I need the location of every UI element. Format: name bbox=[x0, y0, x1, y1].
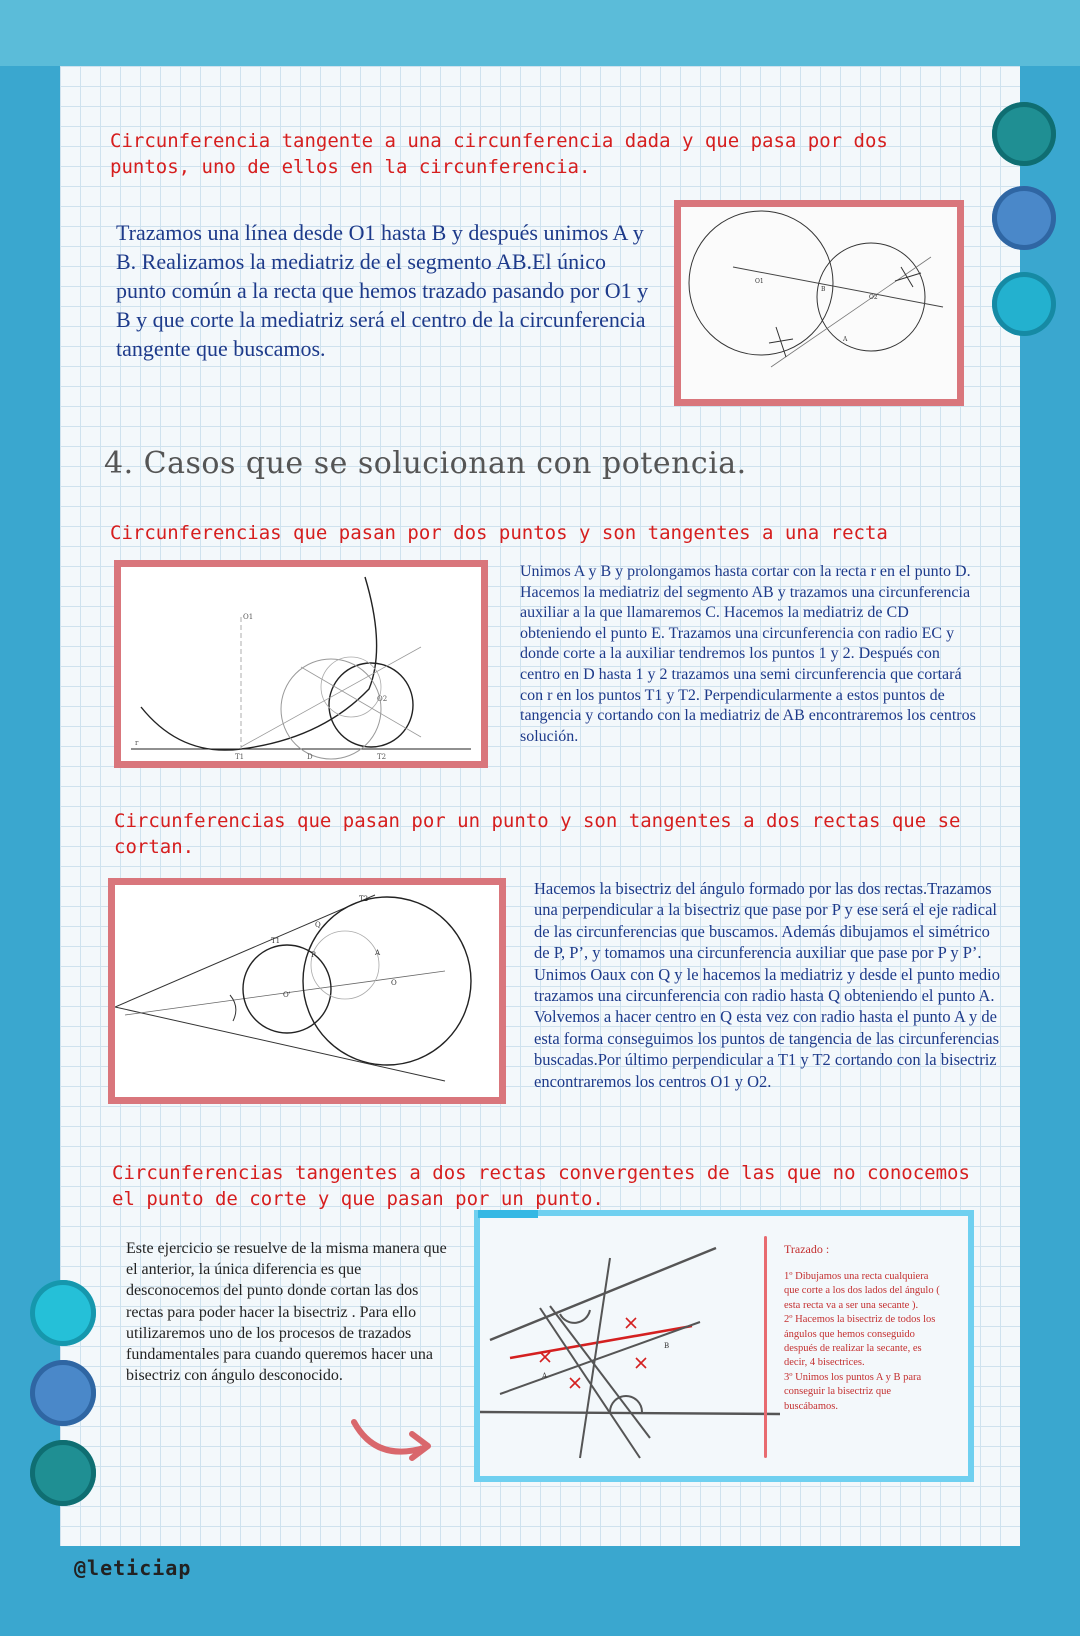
fig2-label-t2: T2 bbox=[377, 753, 387, 761]
fig1-label-a: A bbox=[843, 336, 848, 343]
section2-title: Circunferencias que pasan por dos puntos y son tangentes a una recta bbox=[110, 522, 888, 544]
fig3-label-a: A bbox=[375, 949, 381, 957]
fig2-label-o1: O1 bbox=[243, 613, 254, 621]
figure-2-frame bbox=[114, 560, 488, 768]
fig4-label-b: B bbox=[664, 1342, 670, 1350]
fig3-label-t2: T2 bbox=[359, 895, 369, 903]
section4-title: Circunferencias tangentes a dos rectas convergentes de las que no conocemos el punto de corte y que pasan por un punto. bbox=[112, 1162, 970, 1210]
fig3-label-o-prime: O' bbox=[283, 991, 291, 999]
section1-title: Circunferencia tangente a una circunferencia dada y que pasa por dos puntos, uno de ellos en la circunferencia. bbox=[110, 130, 888, 178]
fig3-label-p: P bbox=[311, 951, 316, 959]
tab-circle-cyan-left[interactable] bbox=[30, 1280, 96, 1346]
tab-circle-teal-left[interactable] bbox=[30, 1440, 96, 1506]
fig3-label-q: Q bbox=[315, 921, 321, 929]
section-heading: 4. Casos que se solucionan con potencia. bbox=[104, 446, 747, 481]
trazado-steps: 1º Dibujamos una recta cualquiera que corte a los dos lados del ángulo ( esta recta va a ser una secante ). 2º Hacemos la bisectriz de todos los ángulos que hemos conseguido después de realizar la secante, es decir, 4 bisectrices. 3º Unimos los puntos A y B para conseguir la bisectriz que buscábamos. bbox=[784, 1271, 940, 1412]
section2-text: Unimos A y B y prolongamos hasta cortar con la recta r en el punto D. Hacemos la mediatriz del segmento AB y trazamos una circunferencia auxiliar a la que llamaremos C. Hacemos la mediatriz de CD obteniendo el punto E. Trazamos una circunferencia con radio EC y donde corte a la auxiliar tendremos los puntos 1 y 2. Después con centro en D hasta 1 y 2 trazamos una semi circunferencia que cortará con r en los puntos T1 y T2. Perpendicularmente a estos puntos de tangencia y cortando con la mediatriz de AB encontraremos los centros solución. bbox=[520, 563, 976, 745]
section3-title: Circunferencias que pasan por un punto y son tangentes a dos rectas que se cortan. bbox=[114, 810, 961, 858]
section1-text: Trazamos una línea desde O1 hasta B y después unimos A y B. Realizamos la mediatriz de el segmento AB.El único punto común a la recta que hemos trazado pasando por O1 y B y que corte la mediatriz será el centro de la circunferencia tangente que buscamos. bbox=[116, 220, 649, 361]
tab-circle-blue-left[interactable] bbox=[30, 1360, 96, 1426]
fig1-label-o1: O1 bbox=[755, 278, 764, 285]
fig2-label-t1: T1 bbox=[235, 753, 245, 761]
figure-1-diagram bbox=[681, 207, 957, 399]
figure-2-diagram bbox=[121, 567, 481, 761]
trazado-divider bbox=[764, 1236, 767, 1458]
fig3-label-o: O bbox=[391, 979, 397, 987]
fig2-label-r: r bbox=[135, 739, 139, 747]
tab-circle-teal[interactable] bbox=[992, 102, 1056, 166]
figure-4-diagram bbox=[480, 1218, 780, 1476]
fig1-label-o2: O2 bbox=[869, 294, 878, 301]
fig4-label-a: A bbox=[542, 1372, 548, 1380]
curved-arrow-icon bbox=[346, 1412, 446, 1472]
tab-circle-blue[interactable] bbox=[992, 186, 1056, 250]
fig3-label-t1: T1 bbox=[271, 937, 281, 945]
section4-text: Este ejercicio se resuelve de la misma manera que el anterior, la única diferencia es que desconocemos del punto donde cortan las dos rectas para poder hacer la bisectriz . Para ello utilizaremos uno de los procesos de trazados fundamentales para cuando queremos hacer una bisectriz con ángulo desconocido. bbox=[126, 1240, 447, 1385]
figure-3-diagram bbox=[115, 885, 499, 1097]
tab-circle-cyan[interactable] bbox=[992, 272, 1056, 336]
author-handle[interactable]: @leticiap bbox=[74, 1556, 192, 1580]
figure-3-frame bbox=[108, 878, 506, 1104]
top-bar bbox=[0, 0, 1080, 66]
section3-text: Hacemos la bisectriz del ángulo formado por las dos rectas.Trazamos una perpendicular a la bisectriz que pase por P y ese será el eje radical de las circunferencias que buscamos. Además dibujamos el simétrico de P, P’, y tomamos una circunferencia auxiliar que pase por P y P’. Unimos Oaux con Q y le hacemos la mediatriz y desde el punto medio trazamos una circunferencia con radio hasta Q obteniendo el punto A. Volvemos a hacer centro en Q esta vez con radio hasta el punto A y de esta forma conseguimos los puntos de tangencia de las circunferencias buscadas.Por último perpendicular a T1 y T2 cortando con la bisectriz encontraremos los centros O1 y O2. bbox=[534, 879, 1001, 1091]
fig2-label-o2: O2 bbox=[377, 695, 388, 703]
fig1-label-b: B bbox=[821, 286, 826, 293]
fig2-label-d: D bbox=[307, 753, 313, 761]
figure-1-frame bbox=[674, 200, 964, 406]
trazado-title: Trazado : bbox=[784, 1242, 830, 1256]
figure-4-tab bbox=[478, 1210, 538, 1218]
